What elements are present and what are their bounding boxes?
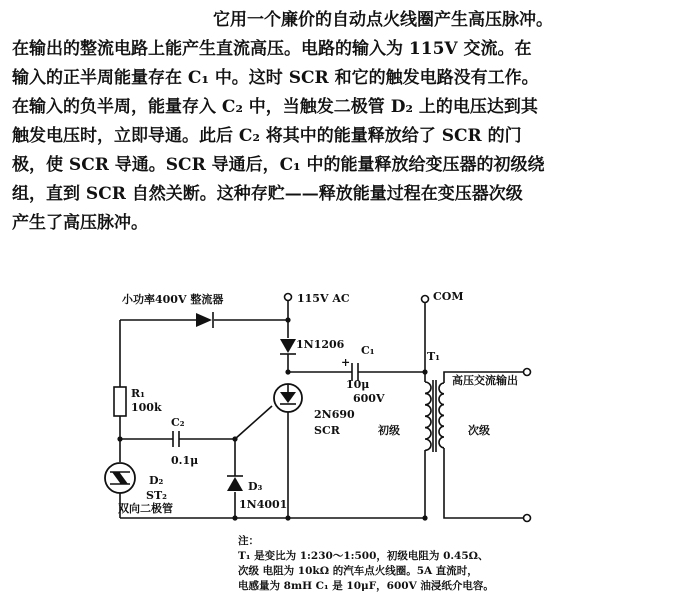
junction-dot (285, 317, 290, 322)
d3-label: D₃ (248, 480, 263, 493)
description-paragraph (12, 6, 672, 238)
notes-line: 次级 电阻为 10kΩ 的汽车点火线圈。5A 直流时， (238, 565, 478, 577)
paragraph-line: 组，直到 SCR 自然关断。这种存贮——释放能量过程在变压器次级 (12, 184, 523, 204)
paragraph-line: 在输入的负半周，能量存入 C₂ 中，当触发二极管 D₂ 上的电压达到其 (12, 97, 538, 117)
c1-voltage-label: 600V (353, 392, 385, 405)
paragraph-line: 触发电压时，立即导通。此后 C₂ 将其中的能量释放给了 SCR 的门 (12, 126, 522, 146)
scr-model-label: 2N690 (314, 408, 355, 421)
junction-dot (285, 369, 290, 374)
resistor-r1-icon (114, 387, 126, 416)
d1-model-label: 1N1206 (296, 338, 345, 351)
c1-value-label: 10μ (346, 378, 370, 391)
diac-d2-icon (105, 463, 135, 493)
notes (238, 534, 678, 594)
output-terminal-top (524, 369, 531, 376)
junction-dot (422, 515, 427, 520)
secondary-label: 次级 (468, 424, 490, 437)
c2-value-label: 0.1μ (171, 454, 199, 467)
hv-output-label: 高压交流输出 (452, 374, 518, 387)
diode-d3-icon (227, 476, 243, 491)
ac-terminal (285, 294, 292, 301)
paragraph-line: 它用一个廉价的自动点火线圈产生高压脉冲。 (213, 10, 553, 30)
notes-title: 注： (238, 535, 259, 547)
scr-label: SCR (314, 424, 340, 437)
diode-1n1206-icon (280, 339, 296, 354)
r1-label: R₁ (131, 387, 145, 400)
junction-dot (285, 515, 290, 520)
c1-plus-label: + (341, 356, 351, 369)
junction-dot (117, 436, 122, 441)
d3-model-label: 1N4001 (239, 498, 288, 511)
rectifier-label: 小功率400V 整流器 (122, 293, 224, 306)
st2-label: ST₂ (146, 489, 167, 502)
rectifier-diode-icon (196, 312, 213, 328)
notes-line: T₁ 是变比为 1:230～1:500，初级电阻为 0.45Ω、 (238, 550, 489, 562)
t1-label: T₁ (427, 350, 441, 363)
notes-line: 电感量为 8mH C₁ 是 10μF，600V 油浸纸介电容。 (238, 580, 494, 592)
circuit-diagram (0, 280, 683, 530)
junction-dot (422, 369, 427, 374)
paragraph-line: 产生了高压脉冲。 (12, 213, 148, 233)
com-terminal (422, 296, 429, 303)
junction-dot (232, 436, 237, 441)
com-label: COM (433, 290, 464, 303)
c2-label: C₂ (171, 416, 185, 429)
output-terminal-bottom (524, 515, 531, 522)
junction-dot (232, 515, 237, 520)
paragraph-line: 在输出的整流电路上能产生直流高压。电路的输入为 115V 交流。在 (12, 39, 532, 59)
transformer-t1-icon (425, 380, 444, 452)
paragraph-line: 输入的正半周能量存在 C₁ 中。这时 SCR 和它的触发电路没有工作。 (12, 68, 539, 88)
d2-desc-label: 双向二极管 (118, 502, 173, 515)
c1-label: C₁ (361, 344, 375, 357)
d2-label: D₂ (149, 474, 164, 487)
ac-label: 115V AC (297, 292, 350, 305)
scr-icon (274, 384, 302, 412)
r1-value-label: 100k (131, 401, 162, 414)
primary-label: 初级 (378, 424, 400, 437)
capacitor-c2-icon (173, 431, 179, 447)
paragraph-line: 极，使 SCR 导通。SCR 导通后，C₁ 中的能量释放给变压器的初级绕 (12, 155, 545, 175)
